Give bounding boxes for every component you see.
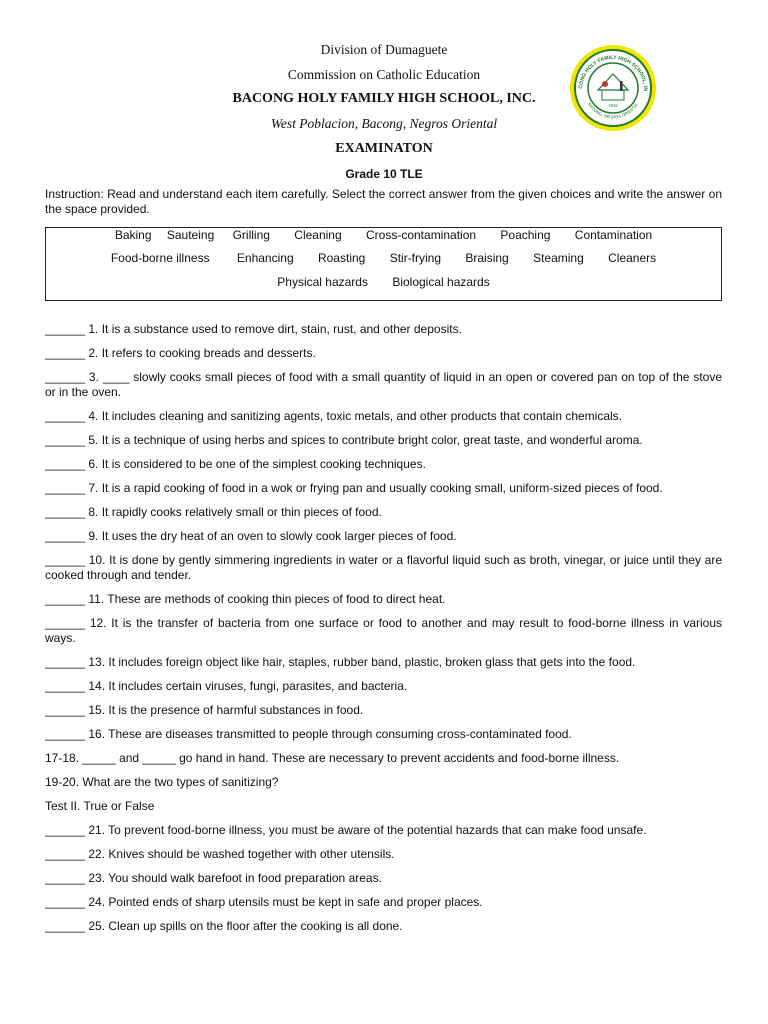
question-item: ______ 2. It refers to cooking breads and desserts. <box>45 346 316 360</box>
choice-item: Cross-contamination <box>366 228 477 242</box>
instruction-text: Instruction: Read and understand each item carefully. Select the correct answer from the given choices and write the answer on the space provided. <box>45 187 722 216</box>
choice-item: Poaching <box>500 228 551 242</box>
question-item: ______ 6. It is considered to be one of the simplest cooking techniques. <box>45 457 426 471</box>
seal-year: 1946 <box>608 103 618 108</box>
question-item: ______ 5. It is a technique of using herbs and spices to contribute bright color, great taste, and wonderful aroma. <box>45 433 643 447</box>
question-item: ______ 11. These are methods of cooking thin pieces of food to direct heat. <box>45 592 446 606</box>
choice-item: Biological hazards <box>392 275 490 289</box>
choices-row-2 <box>46 251 721 265</box>
seal-outer-text: CONG HOLY FAMILY HIGH SCHOOL, IN <box>577 54 649 92</box>
choice-item: Roasting <box>317 251 366 265</box>
choice-item: Contamination <box>574 228 653 242</box>
school-address: West Poblacion, Bacong, Negros Oriental <box>270 115 498 131</box>
seal-bottom-text: BACONG, NEGROS ORIENTAL <box>586 101 640 120</box>
question-item: ______ 22. Knives should be washed together with other utensils. <box>45 847 395 861</box>
question-item: ______ 14. It includes certain viruses, fungi, parasites, and bacteria. <box>45 679 408 693</box>
division-name: Division of Dumaguete <box>320 42 448 57</box>
question-item: ______ 21. To prevent food-borne illness, you must be aware of the potential hazards that can make food unsafe. <box>45 823 647 837</box>
exam-title: EXAMINATON <box>335 141 433 156</box>
section-heading: Test II. True or False <box>45 799 155 813</box>
choice-item: Stir-frying <box>389 251 442 265</box>
commission-name: Commission on Catholic Education <box>287 66 481 82</box>
question-item: ______ 13. It includes foreign object like hair, staples, rubber band, plastic, broken glass that gets into the food. <box>45 655 636 669</box>
choices-row-1 <box>46 228 721 242</box>
choice-item: Enhancing <box>236 251 294 265</box>
choice-item: Grilling <box>232 228 270 242</box>
choices-row-3 <box>46 275 721 289</box>
question-item: ______ 9. It uses the dry heat of an oven to slowly cook larger pieces of food. <box>45 529 457 543</box>
question-item: ______ 25. Clean up spills on the floor after the cooking is all done. <box>45 919 403 933</box>
school-seal-icon <box>562 44 664 132</box>
school-name: BACONG HOLY FAMILY HIGH SCHOOL, INC. <box>232 91 536 106</box>
question-item: ______ 3. ____ slowly cooks small pieces of food with a small quantity of liquid in an open or covered pan on top of the stove or in the oven. <box>45 370 722 399</box>
question-item: ______ 7. It is a rapid cooking of food in a wok or frying pan and usually cooking small, uniform-sized pieces of food. <box>45 481 663 495</box>
choice-item: Physical hazards <box>277 275 368 289</box>
question-item: ______ 24. Pointed ends of sharp utensils must be kept in safe and proper places. <box>45 895 483 909</box>
question-item: ______ 12. It is the transfer of bacteria from one surface or food to another and may result to food-borne illness in various ways. <box>45 616 722 645</box>
question-list <box>45 322 722 943</box>
seal-rose-shape <box>602 81 608 87</box>
question-item: ______ 1. It is a substance used to remove dirt, stain, rust, and other deposits. <box>45 322 462 336</box>
choice-item: Food-borne illness <box>110 251 210 265</box>
choice-item: Sauteing <box>166 228 215 242</box>
choice-item: Cleaning <box>294 228 342 242</box>
choice-item: Braising <box>465 251 509 265</box>
answer-choices-box <box>45 227 722 301</box>
seal-book-shape <box>620 81 623 91</box>
question-item: ______ 4. It includes cleaning and sanitizing agents, toxic metals, and other products that contain chemicals. <box>45 409 623 423</box>
choice-item: Cleaners <box>608 251 657 265</box>
question-item: 19-20. What are the two types of sanitizing? <box>45 775 279 789</box>
question-item: ______ 10. It is done by gently simmering ingredients in water or a flavorful liquid such as broth, vinegar, or juice until they are cooked through and tender. <box>45 553 722 582</box>
question-item: ______ 23. You should walk barefoot in food preparation areas. <box>45 871 382 885</box>
grade-label: Grade 10 TLE <box>345 166 423 181</box>
choice-item: Baking <box>114 228 152 242</box>
question-item: ______ 15. It is the presence of harmful substances in food. <box>45 703 364 717</box>
question-item: ______ 8. It rapidly cooks relatively small or thin pieces of food. <box>45 505 382 519</box>
choice-item: Steaming <box>533 251 584 265</box>
question-item: 17-18. _____ and _____ go hand in hand. These are necessary to prevent accidents and food-borne illness. <box>45 751 620 765</box>
question-item: ______ 16. These are diseases transmitted to people through consuming cross-contaminated food. <box>45 727 572 741</box>
